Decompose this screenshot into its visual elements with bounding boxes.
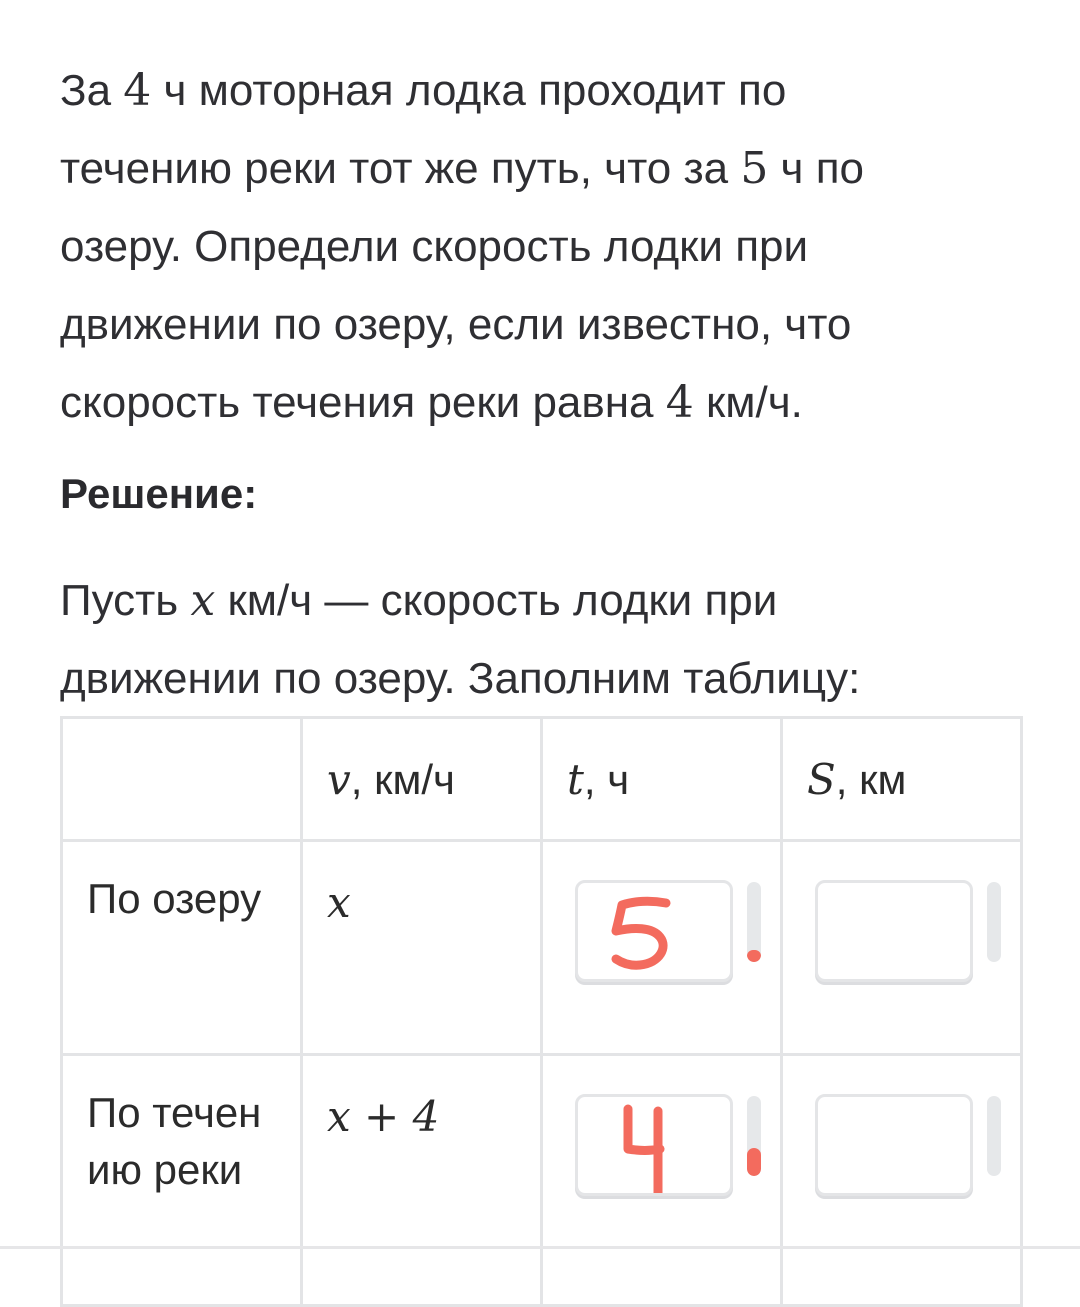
- table-row: [62, 1055, 1022, 1306]
- distance-river-indicator: [987, 1096, 1001, 1176]
- distance-lake-cell: [782, 841, 1022, 1055]
- intro-line-1: Пусть x км/ч — скорость лодки при: [60, 575, 778, 626]
- time-lake-cell: [542, 841, 782, 1055]
- row-label-lake: По озеру: [62, 841, 302, 1055]
- time-river-indicator: [747, 1096, 761, 1176]
- handwritten-four: [578, 1097, 730, 1193]
- time-river-input[interactable]: [575, 1094, 733, 1196]
- problem-line-1: За 4 ч моторная лодка проходит по: [60, 65, 787, 116]
- time-river-cell: [542, 1055, 782, 1306]
- solution-heading: Решение:: [60, 470, 258, 517]
- motion-table: [60, 716, 1023, 1307]
- distance-lake-input[interactable]: [815, 880, 973, 982]
- intro-text: [60, 562, 1020, 718]
- header-time: t, ч: [542, 718, 782, 841]
- speed-lake: x: [302, 841, 542, 1055]
- math-number: 5: [740, 143, 769, 194]
- time-lake-input[interactable]: [575, 880, 733, 982]
- header-distance: S, км: [782, 718, 1022, 841]
- math-number: 4: [123, 65, 152, 116]
- problem-line-4: движении по озеру, если известно, что: [60, 300, 852, 349]
- problem-line-2: течению реки тот же путь, что за 5 ч по: [60, 143, 864, 194]
- math-number: 4: [665, 377, 694, 428]
- problem-line-3: озеру. Определи скорость лодки при: [60, 222, 809, 271]
- time-lake-indicator: [747, 882, 761, 962]
- table-header-row: [62, 718, 1022, 841]
- problem-text: [60, 52, 1020, 442]
- table-row: [62, 841, 1022, 1055]
- intro-line-2: движении по озеру. Заполним таблицу:: [60, 654, 861, 703]
- bottom-divider: [0, 1246, 1080, 1249]
- speed-river: x + 4: [302, 1055, 542, 1306]
- header-speed: v, км/ч: [302, 718, 542, 841]
- math-variable: x: [190, 575, 216, 626]
- distance-river-input[interactable]: [815, 1094, 973, 1196]
- header-empty: [62, 718, 302, 841]
- distance-river-cell: [782, 1055, 1022, 1306]
- row-label-river: По течению реки: [62, 1055, 302, 1306]
- handwritten-five: [578, 883, 730, 979]
- distance-lake-indicator: [987, 882, 1001, 962]
- problem-line-5: скорость течения реки равна 4 км/ч.: [60, 377, 803, 428]
